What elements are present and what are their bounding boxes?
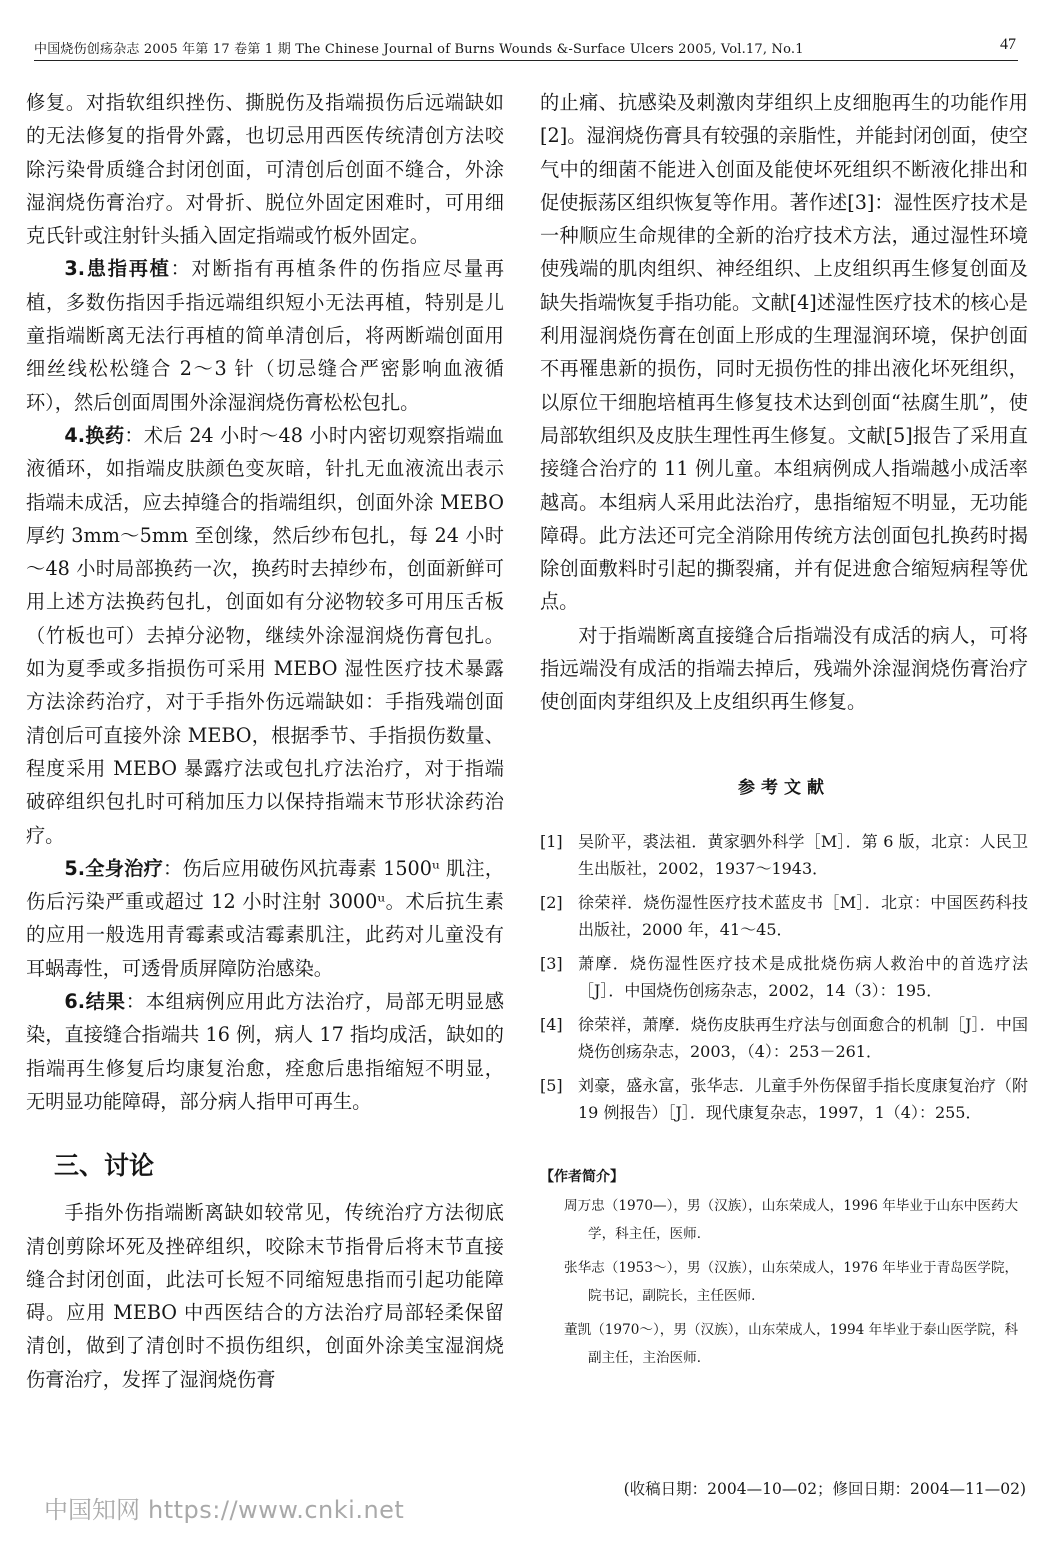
left-column [26, 86, 504, 1396]
reference-item [540, 950, 1028, 1004]
step-5-text: ：伤后应用破伤风抗毒素 1500ᵘ 肌注，伤后污染严重或超过 12 小时注射 3000ᵘ。术后抗生素的应用一般选用青霉素或洁霉素肌注，此药对儿童没有耳蜗毒性，可透骨质屏障防治感染。 [26, 856, 505, 980]
section-heading-discussion: 三、讨论 [54, 1151, 155, 1181]
watermark-url: https://www.cnki.net [148, 1496, 405, 1524]
received-revised-dates: (收稿日期：2004—10—02；修回日期：2004—11—02) [623, 1480, 1026, 1498]
running-header [34, 30, 1018, 61]
reference-item [540, 1072, 1028, 1126]
reference-text: 刘豪，盛永富，张华志．儿童手外伤保留手指长度康复治疗（附 19 例报告）［J］．现代康复杂志，1997，1（4）：255． [578, 1075, 1028, 1122]
reference-text: 徐荣祥，萧摩．烧伤皮肤再生疗法与创面愈合的机制［J］．中国烧伤创疡杂志，2003，（4）：253－261． [578, 1014, 1028, 1061]
step-3-number: 3. [64, 257, 86, 281]
step-4-number: 4. [64, 423, 86, 447]
reference-number: [3] [540, 953, 563, 973]
step-6-paragraph [26, 985, 504, 1118]
author-bio-entry: 周万忠（1970—），男（汉族），山东荣成人，1996 年毕业于山东中医药大学，科主任，医师． [564, 1197, 1019, 1242]
step-4-paragraph [26, 419, 504, 852]
paragraph-continued: 修复。对指软组织挫伤、撕脱伤及指端损伤后远端缺如的无法修复的指骨外露，也切忌用西医传统清创方法咬除污染骨质缝合封闭创面，可清创后创面不缝合，外涂湿润烧伤膏治疗。对骨折、脱位外固定困难时，可用细克氏针或注射针头插入固定指端或竹板外固定。 [26, 91, 504, 248]
step-4-title: 换药 [85, 423, 125, 447]
reference-text: 萧摩．烧伤湿性医疗技术是成批烧伤病人救治中的首选疗法［J］．中国烧伤创疡杂志，2002，14（3）：195． [578, 953, 1028, 1000]
page-number: 47 [1000, 36, 1016, 53]
step-5-paragraph [26, 852, 504, 985]
author-bio-heading: 【作者简介】 [540, 1168, 624, 1185]
discussion-paragraph: 手指外伤指端断离缺如较常见，传统治疗方法彻底清创剪除坏死及挫碎组织，咬除末节指骨后将末节直接缝合封闭创面，此法可长短不同缩短患指而引起功能障碍。应用 MEBO 中西医结合的方法治疗局部轻柔保留清创，做到了清创时不损伤组织，创面外涂美宝湿润烧伤膏治疗，发挥了湿润烧伤膏 [26, 1201, 504, 1391]
journal-citation: 中国烧伤创疡杂志 2005 年第 17 卷第 1 期 The Chinese Journal of Burns Wounds &-Surface Ulcers 2005, Vol.17, No.1 [34, 42, 804, 57]
step-5-number: 5. [64, 856, 86, 880]
step-3-paragraph [26, 252, 504, 418]
author-bio-entry: 张华志（1953～），男（汉族），山东荣成人，1976 年毕业于青岛医学院，院书记，副院长，主任医师． [564, 1259, 1019, 1304]
step-3-title: 患指再植 [85, 257, 171, 281]
step-3-text: ：对断指有再植条件的伤指应尽量再植，多数伤指因手指远端组织短小无法再植，特别是儿童指端断离无法行再植的简单清创后，将两断端创面用细丝线松松缝合 2～3 针（切忌缝合严密影响血液循环），然后创面周围外涂湿润烧伤膏松松包扎。 [26, 257, 505, 414]
step-6-text: ：本组病例应用此方法治疗，局部无明显感染，直接缝合指端共 16 例，病人 17 指均成活，缺如的指端再生修复后均康复治愈，痊愈后患指缩短不明显，无明显功能障碍，部分病人指甲可再生。 [26, 990, 505, 1113]
reference-number: [5] [540, 1075, 563, 1095]
step-6-title: 结果 [85, 990, 126, 1014]
paragraph-conclusion: 对于指端断离直接缝合后指端没有成活的病人，可将指远端没有成活的指端去掉后，残端外涂湿润烧伤膏治疗使创面肉芽组织及上皮组织再生修复。 [540, 623, 1028, 714]
reference-number: [4] [540, 1014, 563, 1034]
step-4-text: ：术后 24 小时～48 小时内密切观察指端血液循环，如指端皮肤颜色变灰暗，针扎无血液流出表示指端未成活，应去掉缝合的指端组织，创面外涂 MEBO 厚约 3mm～5mm 至创缘，然后纱布包扎，每 24 小时～48 小时局部换药一次，换药时去掉纱布，创面新鲜可用上述方法换药包扎，创面如有分泌物较多可用压舌板（竹板也可）去掉分泌物，继续外涂湿润烧伤膏包扎。如为夏季或多指损伤可采用 MEBO 湿性医疗技术暴露方法涂药治疗，对于手指外伤远端缺如：手指残端创面清创后可直接外涂 MEBO，根据季节、手指损伤数量、程度采用 MEBO 暴露疗法或包扎疗法治疗，对于指端破碎组织包扎时可稍加压力以保持指端末节形状涂药治疗。 [26, 423, 504, 847]
reference-item [540, 1011, 1028, 1065]
reference-number: [2] [540, 892, 563, 912]
reference-item [540, 889, 1028, 943]
reference-list [540, 828, 1028, 1126]
reference-number: [1] [540, 831, 563, 851]
reference-text: 徐荣祥．烧伤湿性医疗技术蓝皮书［M］．北京：中国医药科技出版社，2000 年，41～45． [578, 892, 1028, 939]
step-5-title: 全身治疗 [85, 856, 164, 880]
author-bio-entry: 董凯（1970～），男（汉族），山东荣成人，1994 年毕业于泰山医学院，科副主任，主治医师． [564, 1321, 1019, 1366]
references-title: 参考文献 [738, 777, 830, 798]
cnki-watermark [44, 1490, 404, 1525]
reference-item [540, 828, 1028, 882]
paragraph-continued-right: 的止痛、抗感染及刺激肉芽组织上皮细胞再生的功能作用[2]。湿润烧伤膏具有较强的亲脂性，并能封闭创面，使空气中的细菌不能进入创面及能使坏死组织不断液化排出和促使振荡区组织恢复等作用。著作述[3]：湿性医疗技术是一种顺应生命规律的全新的治疗技术方法，通过湿性环境使残端的肌肉组织、神经组织、上皮组织再生修复创面及缺失指端恢复手指功能。文献[4]述湿性医疗技术的核心是利用湿润烧伤膏在创面上形成的生理湿润环境，保护创面不再罹患新的损伤，同时无损伤性的排出液化坏死组织，以原位干细胞培植再生修复技术达到创面“祛腐生肌”，使局部软组织及皮肤生理性再生修复。文献[5]报告了采用直接缝合治疗的 11 例儿童。本组病例成人指端越小成活率越高。本组病人采用此法治疗，患指缩短不明显，无功能障碍。此方法还可完全消除用传统方法创面包扎换药时揭除创面敷料时引起的撕裂痛，并有促进愈合缩短病程等优点。 [540, 91, 1028, 614]
right-column [540, 86, 1028, 1372]
reference-text: 吴阶平，裘法祖．黄家驷外科学［M］．第 6 版，北京：人民卫生出版社，2002，1937～1943． [578, 831, 1028, 878]
watermark-brand: 中国知网 [44, 1496, 140, 1524]
step-6-number: 6. [64, 990, 86, 1014]
